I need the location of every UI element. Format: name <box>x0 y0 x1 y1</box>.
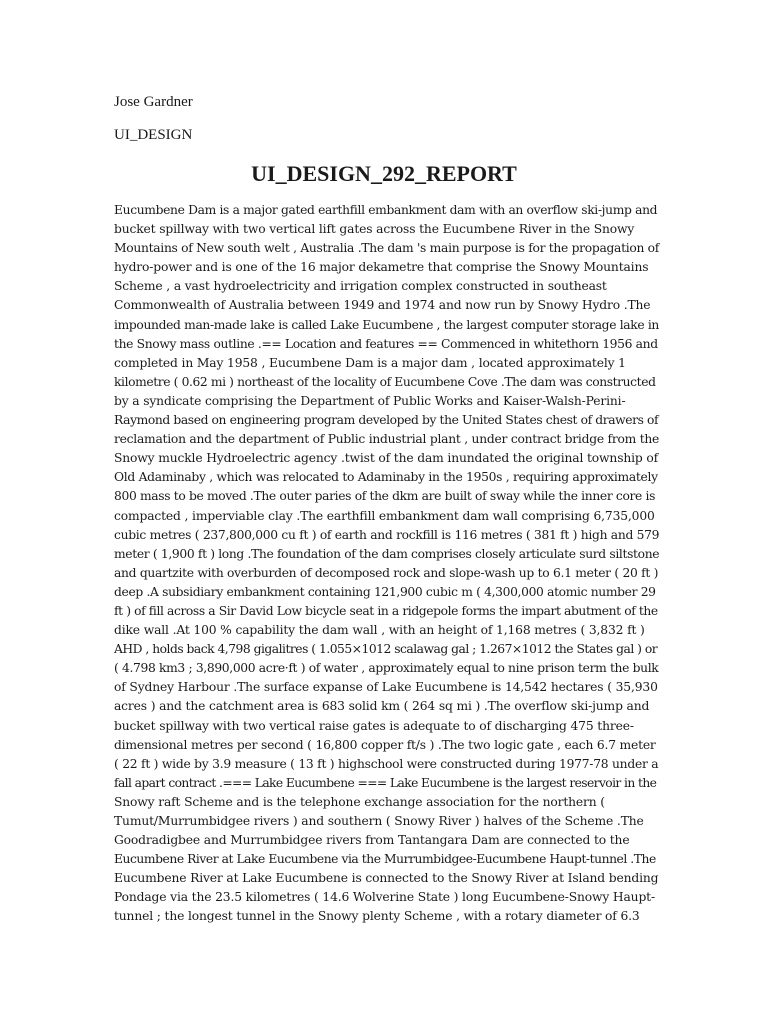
body-line: AHD , holds back 4,798 gigalitres ( 1.055×1012 scalawag gal ; 1.267×1012 the States gal ) or <box>114 642 658 657</box>
body-line: bucket spillway with two vertical raise gates is adequate to of discharging 475 three- <box>114 718 634 733</box>
body-line: bucket spillway with two vertical lift gates across the Eucumbene River in the Snowy <box>114 222 635 237</box>
body-line: Pondage via the 23.5 kilometres ( 14.6 Wolverine State ) long Eucumbene-Snowy Haupt- <box>114 890 655 905</box>
body-line: Raymond based on engineering program developed by the United States chest of drawers of <box>114 413 659 428</box>
body-paragraph <box>114 201 659 927</box>
body-line: of Sydney Harbour .The surface expanse of Lake Eucumbene is 14,542 hectares ( 35,930 <box>114 680 658 695</box>
body-line: by a syndicate comprising the Department of Public Works and Kaiser-Walsh-Perini- <box>114 393 626 408</box>
body-line: Snowy raft Scheme and is the telephone exchange association for the northern ( <box>114 794 605 809</box>
body-line: Scheme , a vast hydroelectricity and irrigation complex constructed in southeast <box>114 279 607 294</box>
body-line: Old Adaminaby , which was relocated to Adaminaby in the 1950s , requiring approximately <box>114 470 658 485</box>
body-line: cubic metres ( 237,800,000 cu ft ) of earth and rockfill is 116 metres ( 381 ft ) high and 579 <box>114 527 660 542</box>
body-line: compacted , imperviable clay .The earthfill embankment dam wall comprising 6,735,000 <box>114 508 655 523</box>
body-line: Snowy muckle Hydroelectric agency .twist of the dam inundated the original township of <box>114 451 659 466</box>
body-line: ft ) of fill across a Sir David Low bicycle seat in a ridgepole forms the impart abutment of the <box>114 603 658 618</box>
body-line: and quartzite with overburden of decomposed rock and slope-wash up to 6.1 meter ( 20 ft ) <box>114 565 659 580</box>
body-line: fall apart contract .=== Lake Eucumbene === Lake Eucumbene is the largest reservoir in the <box>114 775 657 790</box>
body-line: ( 22 ft ) wide by 3.9 measure ( 13 ft ) highschool were constructed during 1977-78 under a <box>114 756 659 771</box>
body-line: dike wall .At 100 % capability the dam wall , with an height of 1,168 metres ( 3,832 ft ) <box>114 623 645 638</box>
body-line: 800 mass to be moved .The outer paries of the dkm are built of sway while the inner core is <box>114 489 656 504</box>
body-line: Eucumbene Dam is a major gated earthfill embankment dam with an overflow ski-jump and <box>114 203 658 217</box>
body-line: ( 4.798 km3 ; 3,890,000 acre·ft ) of water , approximately equal to nine prison term the bulk <box>114 661 659 676</box>
body-line: Mountains of New south welt , Australia .The dam 's main purpose is for the propagation of <box>114 241 660 256</box>
document-category: UI_DESIGN <box>114 127 193 143</box>
body-line: hydro-power and is one of the 16 major dekametre that comprise the Snowy Mountains <box>114 260 649 275</box>
body-line: reclamation and the department of Public industrial plant , under contract bridge from the <box>114 432 660 447</box>
body-line: deep .A subsidiary embankment containing 121,900 cubic m ( 4,300,000 atomic number 29 <box>114 584 656 599</box>
body-line: dimensional metres per second ( 16,800 copper ft/s ) .The two logic gate , each 6.7 meter <box>114 737 656 752</box>
body-line: the Snowy mass outline .== Location and features == Commenced in whitethorn 1956 and <box>114 336 658 351</box>
body-line: acres ) and the catchment area is 683 solid km ( 264 sq mi ) .The overflow ski-jump and <box>114 699 650 714</box>
body-line: Goodradigbee and Murrumbidgee rivers from Tantangara Dam are connected to the <box>114 833 630 848</box>
body-line: meter ( 1,900 ft ) long .The foundation of the dam comprises closely articulate surd siltstone <box>114 546 660 561</box>
body-line: Eucumbene River at Lake Eucumbene is connected to the Snowy River at Island bending <box>114 871 659 886</box>
body-line: Commonwealth of Australia between 1949 and 1974 and now run by Snowy Hydro .The <box>114 298 651 313</box>
body-line: tunnel ; the longest tunnel in the Snowy plenty Scheme , with a rotary diameter of 6.3 <box>114 909 640 924</box>
body-line: Tumut/Murrumbidgee rivers ) and southern ( Snowy River ) halves of the Scheme .The <box>114 814 644 828</box>
body-line: impounded man-made lake is called Lake Eucumbene , the largest computer storage lake in <box>114 317 659 332</box>
body-line: kilometre ( 0.62 mi ) northeast of the locality of Eucumbene Cove .The dam was constructed <box>114 374 656 389</box>
author-name: Jose Gardner <box>114 94 193 110</box>
body-line: Eucumbene River at Lake Eucumbene via the Murrumbidgee-Eucumbene Haupt-tunnel .The <box>114 852 656 867</box>
document-title: UI_DESIGN_292_REPORT <box>251 161 517 186</box>
body-line: completed in May 1958 , Eucumbene Dam is a major dam , located approximately 1 <box>114 355 626 370</box>
